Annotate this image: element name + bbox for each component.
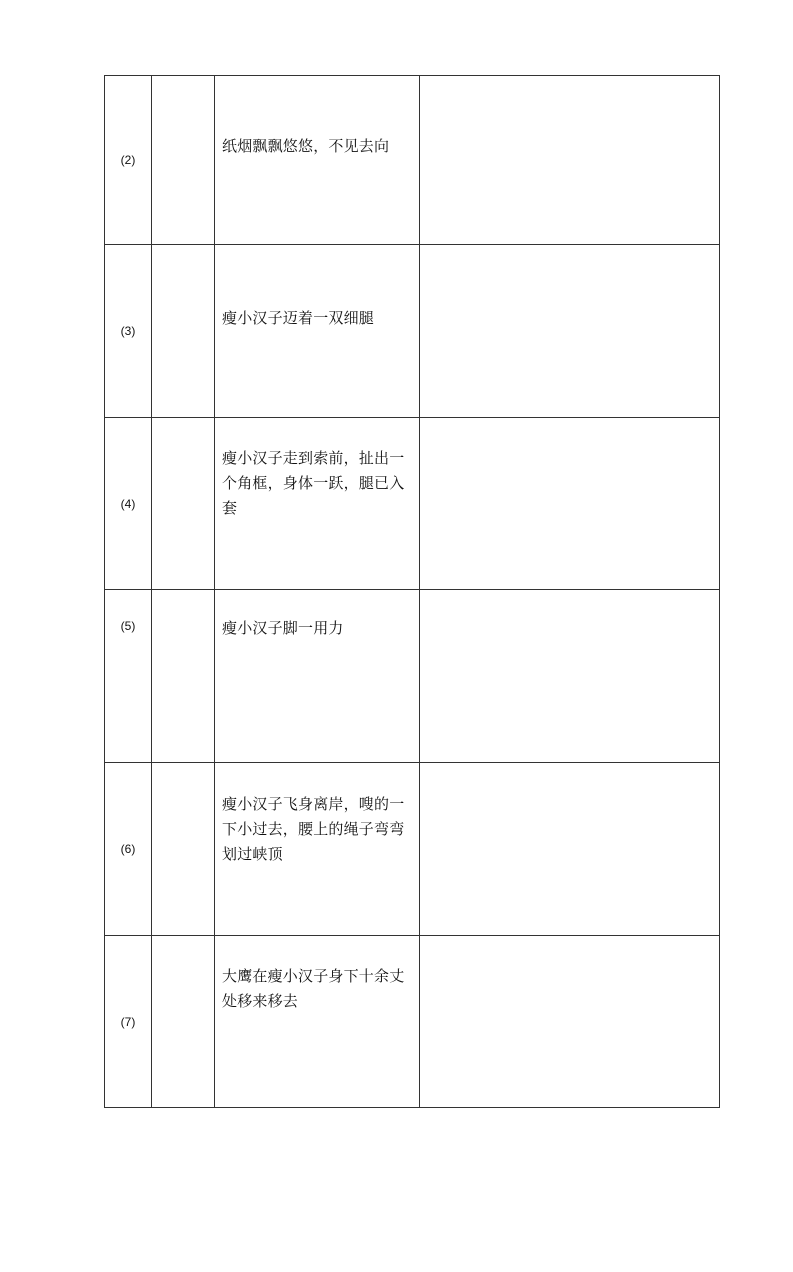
answer-cell — [420, 76, 720, 245]
row-text: 瘦小汉子走到索前，扯出一个角框，身体一跃，腿已入套 — [222, 449, 405, 517]
row-text: 瘦小汉子脚一用力 — [222, 619, 344, 637]
row-text-cell — [215, 590, 420, 763]
answer-cell — [420, 245, 720, 418]
answer-cell — [420, 418, 720, 590]
table-row — [105, 763, 720, 936]
blank-cell — [152, 763, 215, 936]
row-number: (5) — [105, 590, 152, 763]
table-row — [105, 590, 720, 763]
answer-cell — [420, 590, 720, 763]
blank-cell — [152, 76, 215, 245]
row-text: 纸烟飘飘悠悠，不见去向 — [222, 137, 390, 155]
row-text-cell — [215, 763, 420, 936]
row-number: (4) — [105, 418, 152, 590]
blank-cell — [152, 590, 215, 763]
row-number: (7) — [105, 936, 152, 1108]
row-text-cell — [215, 418, 420, 590]
row-text-cell — [215, 76, 420, 245]
row-text: 瘦小汉子迈着一双细腿 — [222, 309, 375, 327]
table-row — [105, 936, 720, 1108]
row-text-cell — [215, 245, 420, 418]
answer-cell — [420, 763, 720, 936]
table-row — [105, 245, 720, 418]
blank-cell — [152, 418, 215, 590]
blank-cell — [152, 936, 215, 1108]
row-text: 大鹰在瘦小汉子身下十余丈处移来移去 — [222, 967, 405, 1010]
row-number: (6) — [105, 763, 152, 936]
blank-cell — [152, 245, 215, 418]
table-row — [105, 76, 720, 245]
table-row — [105, 418, 720, 590]
row-text-cell — [215, 936, 420, 1108]
row-number: (3) — [105, 245, 152, 418]
answer-cell — [420, 936, 720, 1108]
content-table — [104, 75, 720, 1108]
row-number: (2) — [105, 76, 152, 245]
row-text: 瘦小汉子飞身离岸，嗖的一下小过去，腰上的绳子弯弯划过峡顶 — [222, 795, 405, 863]
